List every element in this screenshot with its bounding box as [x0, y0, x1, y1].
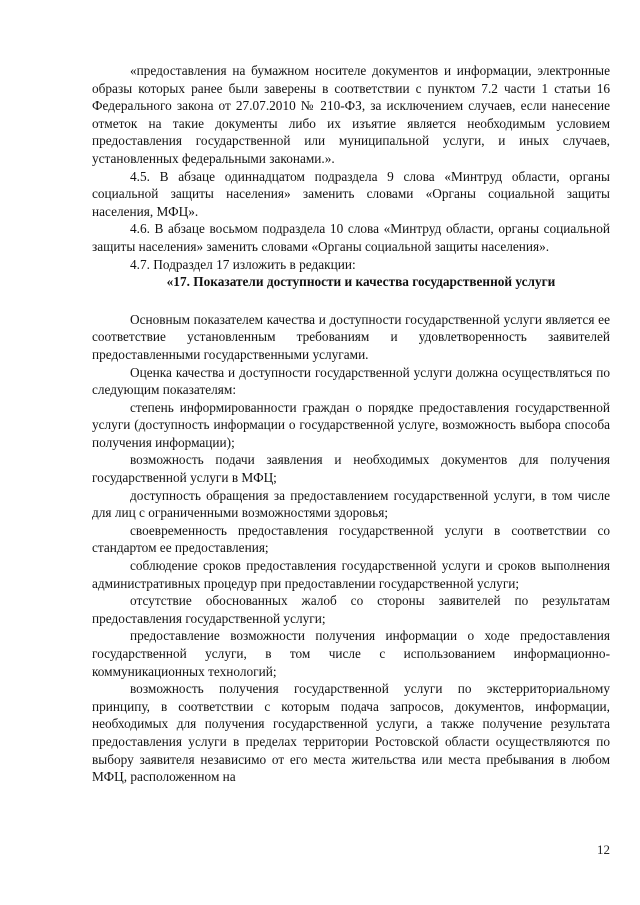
paragraph-main-indicator: Основным показателем качества и доступности государственной услуги является ее соответствие установленным требованиям и удовлетворенность заявителей предоставленными государственными услугами. [92, 311, 610, 362]
paragraph-item-4-5: 4.5. В абзаце одиннадцатом подраздела 9 слова «Минтруд области, органы социальной защиты населения» заменить словами «Органы социальной защиты населения, МФЦ». [92, 168, 610, 219]
paragraph-item-4-6: 4.6. В абзаце восьмом подраздела 10 слова «Минтруд области, органы социальной защиты населения» заменить словами «Органы социальной защиты населения». [92, 221, 610, 254]
indicator-awareness: степень информированности граждан о порядке предоставления государственной услуги (доступность информации о государственной услуге, возможность выбора способа получения информации); [92, 399, 610, 450]
section-spacer [92, 291, 610, 311]
page-number: 12 [597, 842, 610, 857]
indicator-progress-info: предоставление возможности получения информации о ходе предоставления государственной услуги, в том числе с использованием информационно-коммуникационных технологий; [92, 628, 610, 679]
indicator-no-complaints: отсутствие обоснованных жалоб со стороны заявителей по результатам предоставления государственной услуги; [92, 593, 610, 626]
indicator-timeliness: своевременность предоставления государственной услуги в соответствии со стандартом ее предоставления; [92, 522, 610, 556]
paragraph-quote-continuation: «предоставления на бумажном носителе документов и информации, электронные образы которых ранее были заверены в соответствии с пунктом 7.2 части 1 статьи 16 Федерального закона от 27.07.2010 № 210-ФЗ, за исключением случаев, если нанесение отметок на такие документы либо их изъятие является необходимым условием предоставления государственной или муниципальной услуги, и иных случаев, установленных федеральными законами.». [92, 63, 610, 166]
paragraph-item-4-7: 4.7. Подраздел 17 изложить в редакции: [130, 256, 356, 272]
paragraph-assessment-intro: Оценка качества и доступности государственной услуги должна осуществляться по следующим показателям: [92, 364, 610, 398]
indicator-accessibility: доступность обращения за предоставлением государственной услуги, в том числе для лиц с ограниченными возможностями здоровья; [92, 487, 610, 521]
indicator-deadlines: соблюдение сроков предоставления государственной услуги и сроков выполнения административных процедур при предоставлении государственной услуги; [92, 558, 610, 591]
indicator-extraterritorial: возможность получения государственной услуги по экстерриториальному принципу, в соответствии с которым подача запросов, документов, информации, необходимых для получения государственной услуги, а также получение результата предоставления услуги в пределах территории Ростовской области осуществляются по выбору заявителя независимо от его места жительства или места пребывания в любом МФЦ, расположенном на [92, 681, 610, 785]
section-heading: «17. Показатели доступности и качества государственной услуги [166, 274, 556, 290]
indicator-mfc-application: возможность подачи заявления и необходимых документов для получения государственной услуги в МФЦ; [92, 452, 610, 486]
